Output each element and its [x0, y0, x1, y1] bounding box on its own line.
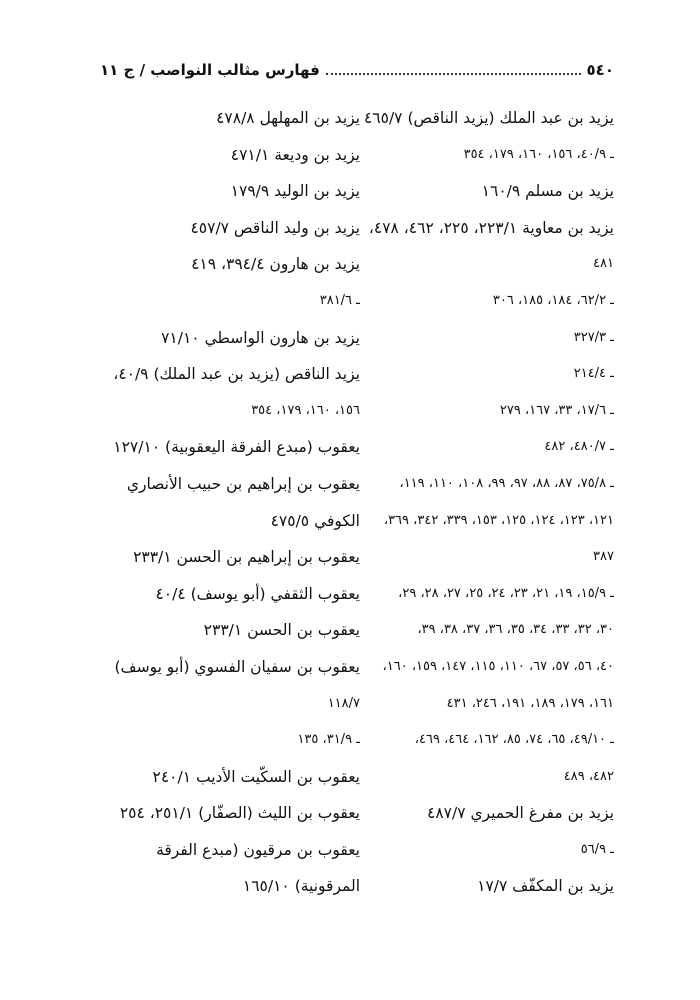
index-entry-line: يزيد بن عبد الملك (يزيد الناقص) ٤٦٥/٧ — [363, 109, 614, 127]
index-entry-line: ـ ٤٨٠/٧، ٤٨٢ — [544, 439, 614, 455]
index-entry-line: ١٦١، ١٧٩، ١٨٩، ١٩١، ٢٤٦، ٤٣١ — [446, 695, 614, 711]
index-entry-line: يزيد بن الوليد ١٧٩/٩ — [230, 182, 360, 201]
index-entry-line: ـ ٣٢٧/٣ — [573, 329, 614, 345]
index-entry-line: ـ ١٧/٦، ٣٣، ١٦٧، ٢٧٩ — [499, 402, 614, 418]
index-entry-line: الكوفي ٤٧٥/٥ — [270, 511, 360, 530]
index-entry-line: ـ ٤٩/١٠، ٦٥، ٧٤، ٨٥، ١٦٢، ٤٦٤، ٤٦٩، — [414, 732, 614, 748]
index-entry-line: ٤٠، ٥٦، ٥٧، ٦٧، ١١٠، ١١٥، ١٤٧، ١٥٩، ١٦٠، — [382, 658, 614, 674]
index-entry-line: المرقونية) ١٦٥/١٠ — [242, 877, 360, 896]
index-column-right — [354, 100, 614, 905]
index-entry-line: ـ ٦٢/٢، ١٨٤، ١٨٥، ٣٠٦ — [492, 292, 614, 308]
page-title: فهارس مثالب النواصب / ج ١١ — [100, 61, 320, 79]
index-entry-line: يزيد بن المكفّف ١٧/٧ — [477, 877, 614, 896]
index-entry-line: ١٥٦، ١٦٠، ١٧٩، ٣٥٤ — [251, 402, 360, 418]
index-entry-line: يعقوب بن سفيان الفسوي (أبو يوسف) — [114, 657, 360, 676]
index-entry-line: ـ ٢١٤/٤ — [573, 366, 614, 382]
index-entry-line: ـ ١٥/٩، ١٩، ٢١، ٢٣، ٢٤، ٢٥، ٢٧، ٢٨، ٢٩، — [398, 585, 614, 601]
index-entry-line: يعقوب بن إبراهيم بن حبيب الأنصاري — [126, 474, 360, 493]
index-entry-line: يعقوب بن مرقيون (مبدع الفرقة — [156, 840, 360, 859]
index-entry-line: ٣٠، ٣٢، ٣٣، ٣٤، ٣٥، ٣٦، ٣٧، ٣٨، ٣٩، — [417, 622, 614, 638]
index-entry-line: يعقوب بن السكّيت الأديب ٢٤٠/١ — [152, 767, 360, 786]
index-entry-line: ـ ٥٦/٩ — [580, 841, 614, 857]
index-entry-line: يزيد الناقص (يزيد بن عبد الملك) ٤٠/٩، — [113, 365, 360, 384]
index-entry-line: يعقوب بن الليث (الصفّار) ٢٥١/١، ٢٥٤ — [119, 804, 360, 823]
index-entry-line: يعقوب الثقفي (أبو يوسف) ٤٠/٤ — [155, 584, 360, 603]
index-entry-line: ١٢١، ١٢٣، ١٢٤، ١٢٥، ١٥٣، ٣٣٩، ٣٤٢، ٣٦٩، — [383, 512, 614, 528]
index-entry-line: يعقوب (مبدع الفرقة اليعقوبية) ١٢٧/١٠ — [113, 438, 360, 457]
index-entry-line: يزيد بن معاوية ٢٢٣/١، ٢٢٥، ٤٦٢، ٤٧٨، — [368, 218, 614, 237]
index-column-left — [100, 100, 360, 905]
index-entry-line: ـ ٤٠/٩، ١٥٦، ١٦٠، ١٧٩، ٣٥٤ — [463, 146, 614, 162]
index-entry-line: ـ ٧٥/٨، ٨٧، ٨٨، ٩٧، ٩٩، ١٠٨، ١١٠، ١١٩، — [399, 475, 614, 491]
header-dot-leader — [326, 73, 581, 75]
index-entry-line: يعقوب بن الحسن ٢٣٣/١ — [203, 621, 360, 640]
index-entry-line: يعقوب بن إبراهيم بن الحسن ٢٣٣/١ — [133, 548, 360, 567]
page-header — [100, 56, 614, 84]
index-entry-line: ـ ٣٨١/٦ — [319, 292, 360, 308]
index-entry-line: يزيد بن هارون الواسطي ٧١/١٠ — [161, 328, 360, 347]
index-entry-line: يزيد بن مسلم ١٦٠/٩ — [481, 182, 614, 201]
index-entry-line: يزيد بن وديعة ٤٧١/١ — [230, 145, 360, 164]
index-entry-line: يزيد بن المهلهل ٤٧٨/٨ — [216, 109, 360, 127]
index-entry-line: ١١٨/٧ — [327, 695, 360, 711]
index-entry-line: ـ ٣١/٩، ١٣٥ — [297, 732, 360, 748]
index-entry-line: يزيد بن وليد الناقص ٤٥٧/٧ — [190, 218, 360, 237]
index-entry-line: يزيد بن مفرغ الحميري ٤٨٧/٧ — [427, 804, 614, 823]
index-entry-line: ٣٨٧ — [593, 549, 614, 565]
index-entry-line: ٤٨١ — [593, 256, 614, 272]
index-entry-line: يزيد بن هارون ٣٩٤/٤، ٤١٩ — [191, 255, 360, 274]
page-number: ٥٤٠ — [586, 61, 614, 79]
index-entry-line: ٤٨٢، ٤٨٩ — [563, 768, 614, 784]
